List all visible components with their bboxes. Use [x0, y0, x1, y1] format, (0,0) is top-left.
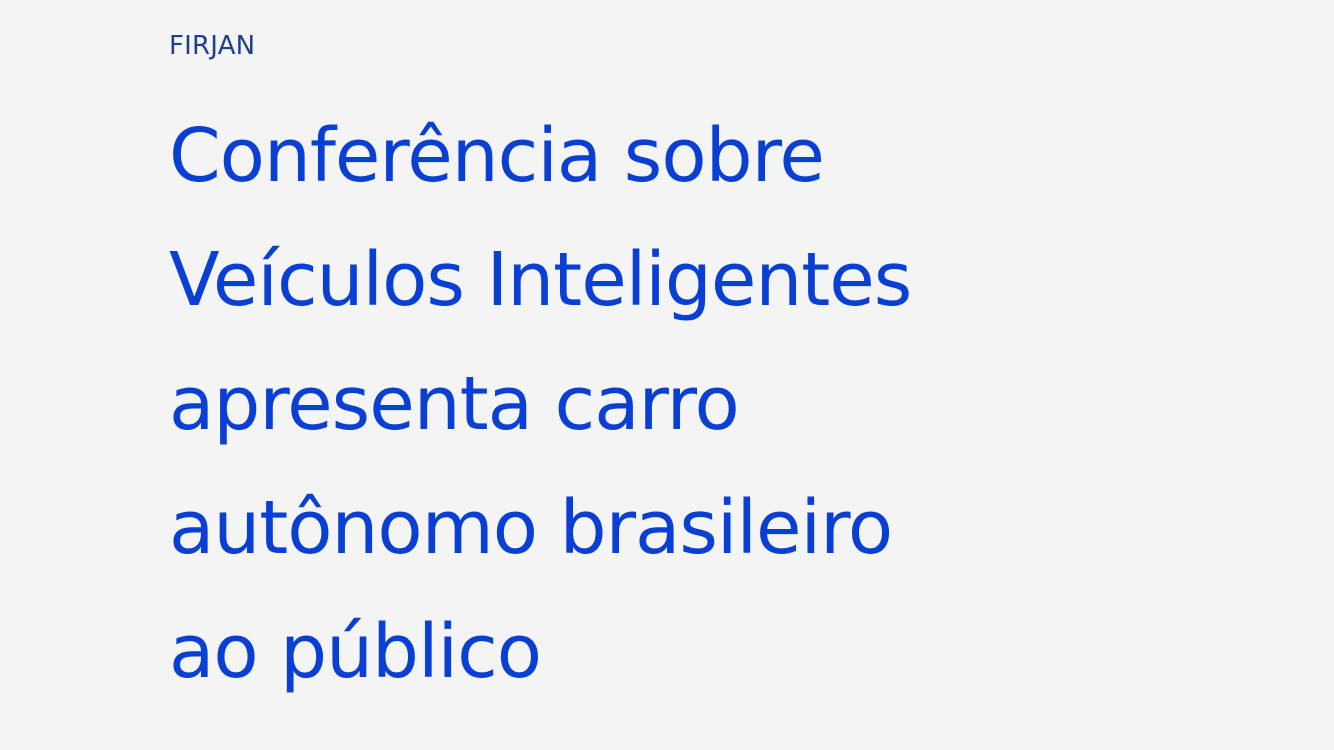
source-label: FIRJAN [169, 31, 256, 61]
article-headline[interactable] [169, 94, 1169, 714]
headline-line-1: Conferência sobre [169, 113, 824, 199]
headline-line-4: autônomo brasileiro [169, 485, 893, 571]
headline-line-5: ao público [169, 609, 542, 695]
headline-line-2: Veículos Inteligentes [169, 237, 912, 323]
article-card [169, 28, 1169, 714]
headline-line-3: apresenta carro [169, 361, 739, 447]
